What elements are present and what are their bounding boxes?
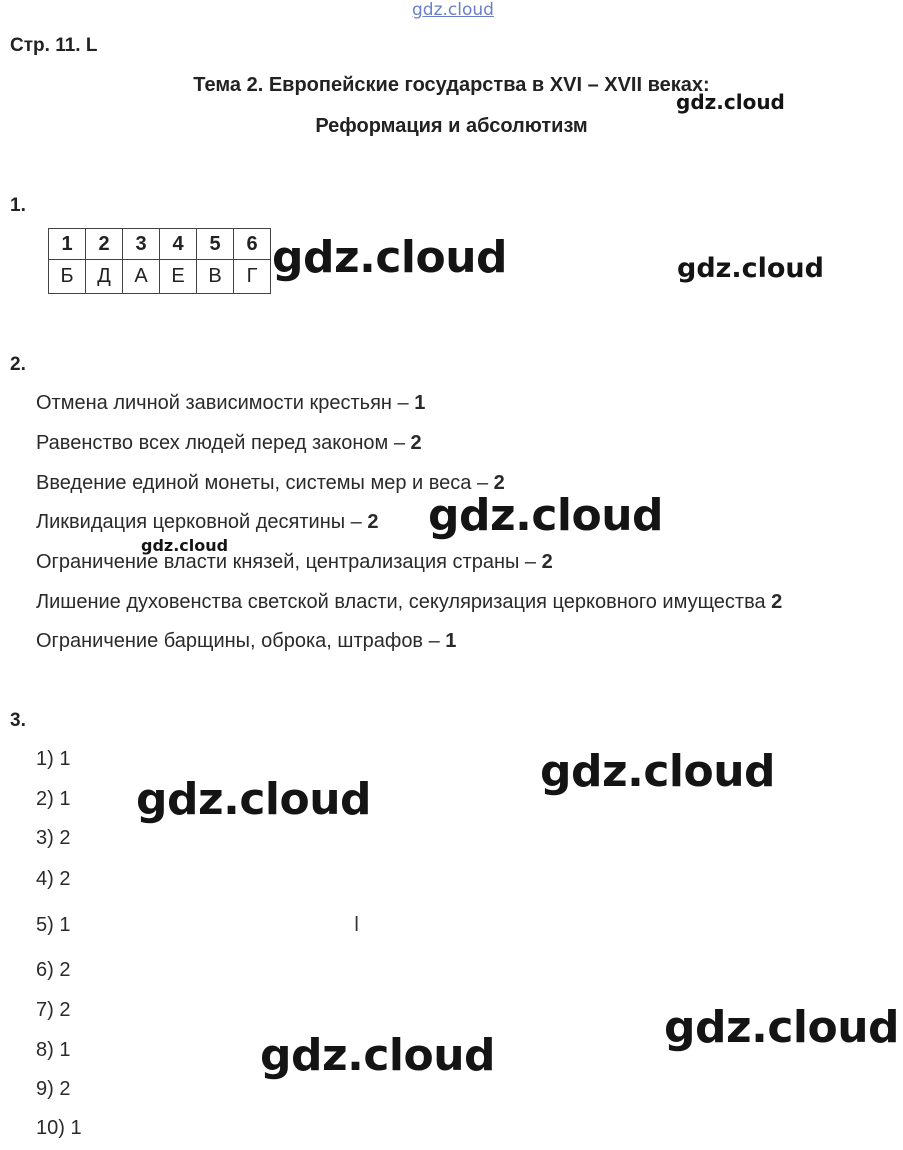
question-1-number: 1. xyxy=(10,195,26,216)
list-item-text: Лишение духовенства светской власти, секуляризация церковного имущества xyxy=(36,591,772,613)
watermark-list-small: gdz.cloud xyxy=(141,536,229,555)
answer-table xyxy=(48,228,271,294)
list-item-text: Отмена личной зависимости крестьян – xyxy=(36,392,415,414)
watermark-q3-right: gdz.cloud xyxy=(540,746,776,797)
answer-item: 8) 1 xyxy=(36,1039,71,1061)
answer-item: 7) 2 xyxy=(36,999,71,1021)
watermark-q3-left: gdz.cloud xyxy=(136,774,372,825)
list-item-text: Ограничение власти князей, централизация страны – xyxy=(36,551,542,573)
list-item-answer: 2 xyxy=(493,472,505,494)
question-3-number: 3. xyxy=(10,710,26,731)
table-answer-cell: Б xyxy=(49,260,86,294)
list-item-answer: 2 xyxy=(771,591,783,613)
topic-title-line1: Тема 2. Европейские государства в XVI – XVII веках: xyxy=(193,74,710,96)
table-answer-cell: А xyxy=(123,260,160,294)
table-header-cell: 6 xyxy=(234,229,271,260)
list-item-text: Введение единой монеты, системы мер и веса – xyxy=(36,472,494,494)
watermark-table-right: gdz.cloud xyxy=(677,253,824,284)
watermark-list-big: gdz.cloud xyxy=(428,490,664,541)
table-header-cell: 3 xyxy=(123,229,160,260)
table-answer-cell: Г xyxy=(234,260,271,294)
table-header-cell: 1 xyxy=(49,229,86,260)
answer-item: 4) 2 xyxy=(36,868,71,890)
list-item-text: Ликвидация церковной десятины – xyxy=(36,511,368,533)
list-item xyxy=(36,511,378,534)
table-header-cell: 2 xyxy=(86,229,123,260)
answer-item: 1) 1 xyxy=(36,748,71,770)
table-header-cell: 4 xyxy=(160,229,197,260)
question-2-number: 2. xyxy=(10,354,26,375)
watermark-title: gdz.cloud xyxy=(676,90,785,114)
list-item-answer: 2 xyxy=(541,551,553,573)
watermark-top[interactable]: gdz.cloud xyxy=(412,0,494,20)
watermark-bottom-center: gdz.cloud xyxy=(260,1030,496,1081)
table-answer-cell: В xyxy=(197,260,234,294)
list-item xyxy=(36,591,782,614)
answer-item: 9) 2 xyxy=(36,1078,71,1100)
watermark-bottom-right: gdz.cloud xyxy=(664,1002,900,1053)
answer-table-answer-row xyxy=(49,260,271,294)
answer-item: 6) 2 xyxy=(36,959,71,981)
answer-table-header-row xyxy=(49,229,271,260)
answer-item: 3) 2 xyxy=(36,827,71,849)
answer-item: 5) 1 xyxy=(36,914,71,936)
list-item-answer: 2 xyxy=(410,432,422,454)
answer-item: 2) 1 xyxy=(36,788,71,810)
list-item xyxy=(36,392,425,415)
table-header-cell: 5 xyxy=(197,229,234,260)
page-reference: Стр. 11. L xyxy=(10,35,98,56)
answer-item: 10) 1 xyxy=(36,1117,82,1139)
list-item-answer: 1 xyxy=(414,392,426,414)
table-answer-cell: Д xyxy=(86,260,123,294)
stray-mark: ǀ xyxy=(354,914,360,936)
list-item-answer: 1 xyxy=(445,630,457,652)
watermark-table-big: gdz.cloud xyxy=(272,232,508,283)
topic-title-line2: Реформация и абсолютизм xyxy=(315,115,588,137)
list-item-text: Равенство всех людей перед законом – xyxy=(36,432,411,454)
list-item-text: Ограничение барщины, оброка, штрафов – xyxy=(36,630,446,652)
list-item xyxy=(36,432,422,455)
list-item xyxy=(36,551,553,574)
list-item-answer: 2 xyxy=(367,511,379,533)
list-item xyxy=(36,630,456,653)
table-answer-cell: Е xyxy=(160,260,197,294)
